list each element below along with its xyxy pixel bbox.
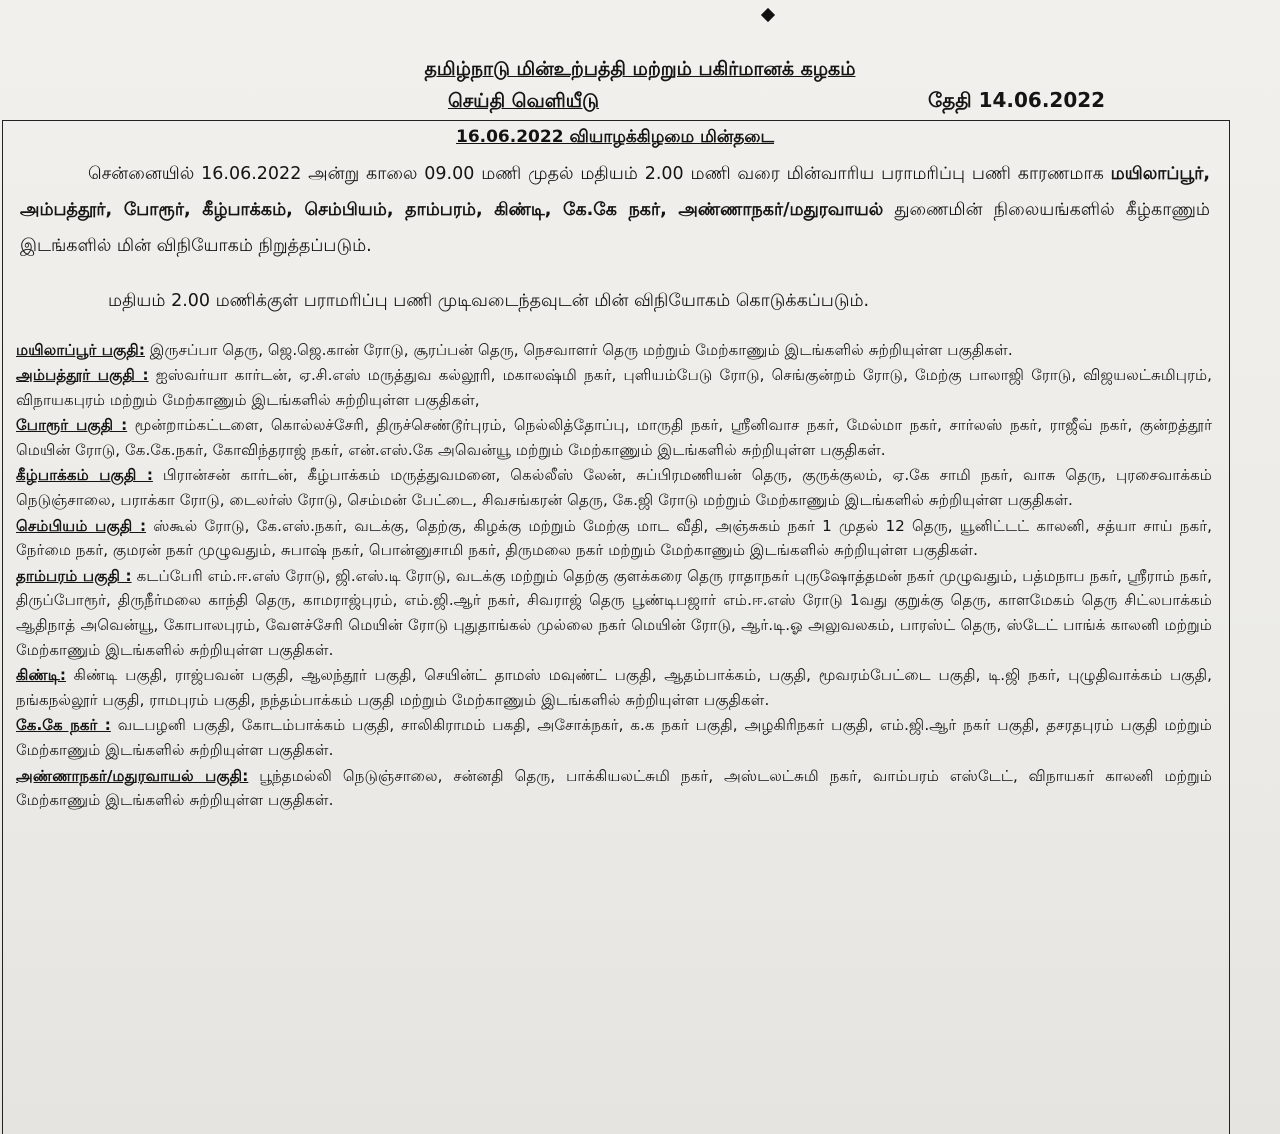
area-text: மூன்றாம்கட்டளை, கொல்லச்சேரி, திருச்செண்டூர்புரம், நெல்லித்தோப்பு, மாருதி நகர், ஸ்ரீனிவாச நகர், மேல்மா நகர், சார்லஸ் நகர், ராஜீவ் நகர், குன்றத்தூர் மெயின் ரோடு, கே.கே.நகர், கோவிந்தராஜ் நகர், என்.எஸ்.கே அவென்யூ மற்றும் மேற்காணும் இடங்களில் சுற்றியுள்ள பகுதிகள். — [16, 416, 1212, 460]
organization-title: தமிழ்நாடு மின்உற்பத்தி மற்றும் பகிர்மானக் கழகம் — [424, 58, 856, 80]
area-text: பூந்தமல்லி நெடுஞ்சாலை, சன்னதி தெரு, பாக்கியலட்சுமி நகர், அஸ்டலட்சுமி நகர், வாம்பரம் எஸ்டேட், விநாயகர் காலனி மற்றும் மேற்காணும் இடங்களில் சுற்றியுள்ள பகுதிகள். — [16, 766, 1212, 810]
area-tambaram — [16, 564, 1212, 663]
area-text: இருசப்பா தெரு, ஜெ.ஜெ.கான் ரோடு, சூரப்பன் தெரு, நெசவாளர் தெரு மற்றும் மேற்காணும் இடங்களில் சுற்றியுள்ள பகுதிகள். — [144, 341, 1013, 359]
intro-part-1: சென்னையில் 16.06.2022 அன்று காலை 09.00 மணி முதல் மதியம் 2.00 மணி வரை மின்வாரிய பராமரிப்பு பணி காரணமாக — [88, 164, 1111, 184]
area-text: ஐஸ்வர்யா கார்டன், ஏ.சி.எஸ் மருத்துவ கல்லூரி, மகாலஷ்மி நகர், புளியம்பேடு ரோடு, செங்குன்றம் ரோடு, மேற்கு பாலாஜி ரோடு, விஜயலட்சுமிபுரம், விநாயகபுரம் மற்றும் மேற்காணும் இடங்களில் சுற்றியுள்ள பகுதிகள், — [16, 366, 1212, 410]
area-label: கே.கே நகர் : — [16, 716, 111, 735]
area-label: போரூர் பகுதி : — [16, 416, 128, 435]
area-label: தாம்பரம் பகுதி : — [16, 566, 132, 585]
area-text: பிரான்சன் கார்டன், கீழ்பாக்கம் மருத்துவமனை, கெல்லீஸ் லேன், சுப்பிரமணியன் தெரு, குருக்குலம், ஏ.கே சாமி நகர், வாசு தெரு, புரசைவாக்கம் நெடுஞ்சாலை, பராக்கா ரோடு, டைலர்ஸ் ரோடு, செம்மன் பேட்டை, சிவசங்கரன் தெரு, கே.ஜி ரோடு மற்றும் மேற்காணும் இடங்களில் சுற்றியுள்ள பகுதிகள். — [16, 466, 1213, 510]
area-sembium — [16, 514, 1212, 564]
area-label: கீழ்பாக்கம் பகுதி : — [16, 466, 153, 485]
area-kk-nagar — [16, 713, 1212, 763]
release-type: செய்தி வெளியீடு — [448, 90, 600, 112]
area-label: செம்பியம் பகுதி : — [16, 516, 147, 535]
area-text: ஸ்கூல் ரோடு, கே.எஸ்.நகர், வடக்கு, தெற்கு, கிழக்கு மற்றும் மேற்கு மாட வீதி, அஞ்சுகம் நகர் 1 முதல் 12 தெரு, யூனிட்டட் காலனி, சத்யா சாய் நகர், நேர்மை நகர், குமரன் நகர் முழுவதும், சுபாஷ் நகர், பொன்னுசாமி நகர், திருமலை நகர் மற்றும் மேற்காணும் இடங்களில் சுற்றியுள்ள பகுதிகள். — [16, 516, 1212, 560]
area-text: கிண்டி பகுதி, ராஜ்பவன் பகுதி, ஆலந்தூர் பகுதி, செயின்ட் தாமஸ் மவுண்ட் பகுதி, ஆதம்பாக்கம், பகுதி, மூவரம்பேட்டை பகுதி, டி.ஜி நகர், புழுதிவாக்கம் பகுதி, நங்கநல்லூர் பகுதி, ராமபுரம் பகுதி, நந்தம்பாக்கம் பகுதி மற்றும் மேற்காணும் இடங்களில் சுற்றியுள்ள பகுதிகள். — [16, 666, 1212, 710]
area-mylapore — [16, 338, 1212, 363]
restore-paragraph: மதியம் 2.00 மணிக்குள் பராமரிப்பு பணி முடிவடைந்தவுடன் மின் விநியோகம் கொடுக்கப்படும். — [108, 291, 870, 311]
bullet-mark — [761, 8, 775, 22]
document-subtitle: 16.06.2022 வியாழக்கிழமை மின்தடை — [455, 127, 775, 147]
area-list — [16, 338, 1212, 814]
intro-paragraph — [20, 156, 1210, 264]
area-porur — [16, 413, 1212, 463]
area-guindy — [16, 663, 1212, 713]
area-label: கிண்டி: — [16, 666, 66, 685]
area-text: வடபழனி பகுதி, கோடம்பாக்கம் பகுதி, சாலிகிராமம் பகதி, அசோக்நகர், க.க நகர் பகுதி, அழகிரிநகர் பகுதி, எம்.ஜி.ஆர் நகர் பகுதி, தசரதபுரம் பகுதி மற்றும் மேற்காணும் இடங்களில் சுற்றியுள்ள பகுதிகள். — [16, 716, 1212, 760]
area-annanagar — [16, 764, 1212, 814]
area-label: அம்பத்தூர் பகுதி : — [16, 366, 149, 385]
substation-list: மயிலாப்பூர், அம்பத்தூர், போரூர், கீழ்பாக்கம், செம்பியம், தாம்பரம், கிண்டி, கே.கே நகர், அண்ணாநகர்/மதுரவாயல் — [20, 164, 1210, 220]
intro-part-2: துணைமின் நிலையங்களில் கீழ்காணும் இடங்களில் மின் விநியோகம் நிறுத்தப்படும். — [20, 200, 1210, 256]
area-label: மயிலாப்பூர் பகுதி: — [16, 341, 145, 359]
area-label: அண்ணாநகர்/மதுரவாயல் பகுதி: — [16, 766, 249, 785]
release-date: தேதி 14.06.2022 — [928, 88, 1106, 112]
area-kilpauk — [16, 463, 1212, 513]
area-text: கடப்பேரி எம்.ஈ.எஸ் ரோடு, ஜி.எஸ்.டி ரோடு, வடக்கு மற்றும் தெற்கு குளக்கரை தெரு ராதாநகர் புருஷோத்தமன் நகர் முழுவதும், பத்மநாப நகர், ஸ்ரீராம் நகர், திருப்போரூர், திருநீர்மலை காந்தி தெரு, காமராஜ்புரம், எம்.ஜி.ஆர் நகர், சிவராஜ் தெரு பூண்டிபஜார் எம்.ஈ.எஸ் ரோடு 1வது குறுக்கு தெரு, காளமேகம் தெரு சிட்லபாக்கம் ஆதிநாத் அவென்யூ, கோபாலபுரம், வேளச்சேரி மெயின் ரோடு புதுதாங்கல் முல்லை நகர் மெயின் ரோடு, ஆர்.டி.ஓ அலுவலகம், பாரஸ்ட் தெரு, ஸ்டேட் பாங்க் காலனி மற்றும் மேற்காணும் இடங்களில் சுற்றியுள்ள பகுதிகள். — [16, 566, 1212, 660]
area-ambattur — [16, 363, 1212, 413]
